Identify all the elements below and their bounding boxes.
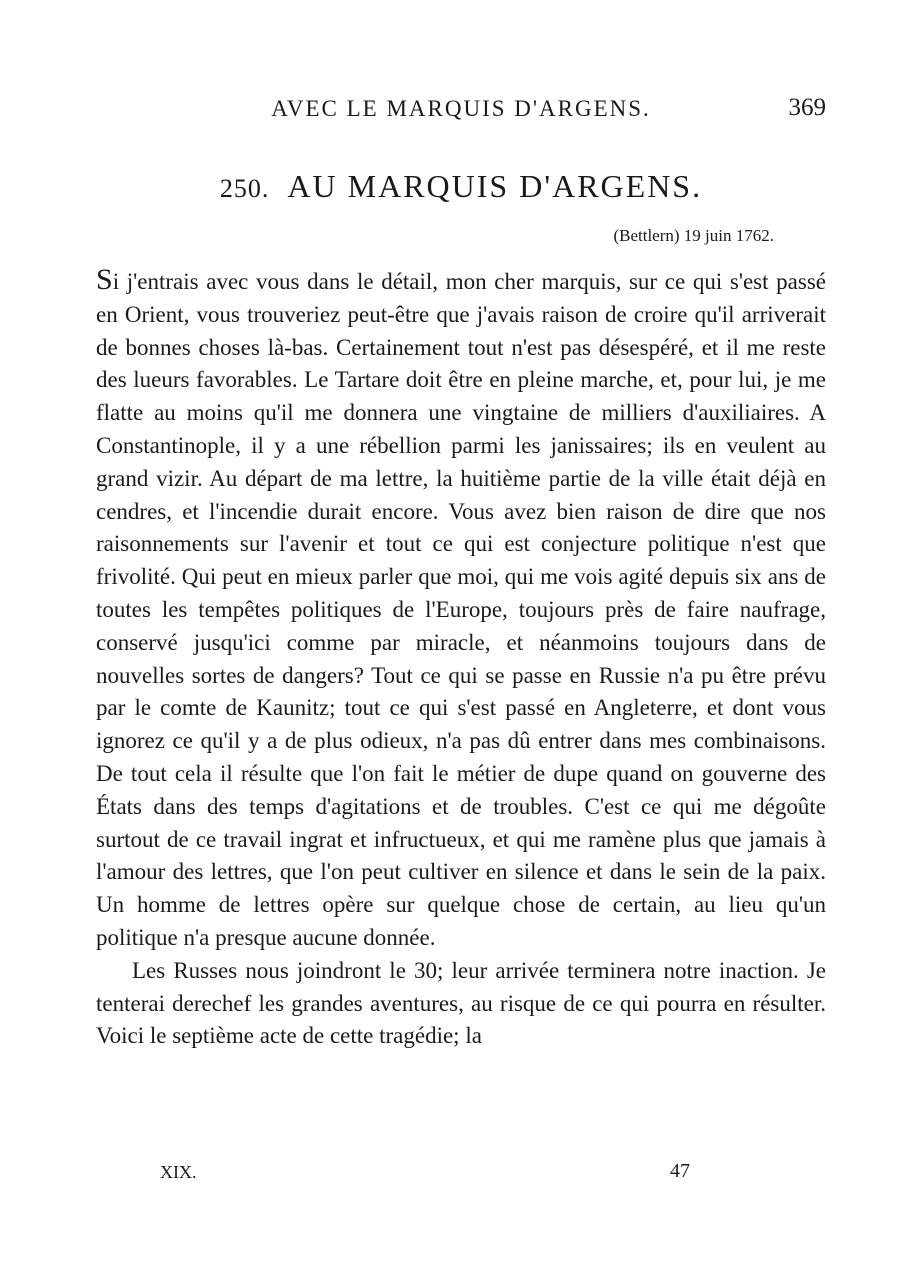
running-title: AVEC LE MARQUIS D'ARGENS. — [271, 96, 651, 121]
letter-body — [96, 264, 826, 1053]
sheet-number: 47 — [670, 1160, 690, 1182]
paragraph-1 — [96, 264, 826, 955]
volume-signature: XIX. — [160, 1162, 197, 1182]
letter-heading — [96, 168, 826, 205]
page-number: 369 — [788, 94, 826, 121]
paragraph-1-text: i j'entrais avec vous dans le détail, mon cher marquis, sur ce qui s'est passé en Orient, vous trouveriez peut-être que j'avais raison de croire qu'il arriverait de bonnes choses là-bas. Certainement tout n'est pas désespéré, et il me reste des lueurs favorables. Le Tartare doit être en pleine marche, et, pour lui, je me flatte au moins qu'il me donnera une vingtaine de milliers d'auxiliaires. A Constantinople, il y a une rébellion parmi les janissaires; ils en veulent au grand vizir. Au départ de ma lettre, la huitième partie de la ville était déjà en cendres, et l'incendie durait encore. Vous avez bien raison de dire que nos raisonnements sur l'avenir et tout ce qui est conjecture politique n'est que frivolité. Qui peut en mieux parler que moi, qui me vois agité depuis six ans de toutes les tempêtes politiques de l'Europe, toujours près de faire naufrage, conservé jusqu'ici comme par miracle, et néanmoins toujours dans de nouvelles sortes de dangers? Tout ce qui se passe en Russie n'a pu être prévu par le comte de Kaunitz; tout ce qui s'est passé en Angleterre, et dont vous ignorez ce qu'il y a de plus odieux, n'a pas dû entrer dans mes combinaisons. De tout cela il résulte que l'on fait le métier de dupe quand on gouverne des États dans des temps d'agitations et de troubles. C'est ce qui me dégoûte surtout de ce travail ingrat et infructueux, et qui me ramène plus que jamais à l'amour des lettres, que l'on peut cultiver en silence et dans le sein de la paix. Un homme de lettres opère sur quelque chose de certain, au lieu qu'un politique n'a presque aucune donnée. — [96, 269, 826, 950]
drop-cap: S — [96, 263, 113, 296]
letter-title: AU MARQUIS D'ARGENS. — [287, 168, 703, 204]
running-head — [96, 92, 826, 128]
page-footer — [96, 1158, 826, 1188]
paragraph-2: Les Russes nous joindront le 30; leur arrivée terminera notre inaction. Je tenterai derechef les grandes aventures, au risque de ce qui pourra en résulter. Voici le septième acte de cette tragédie; la — [96, 957, 826, 1049]
dateline: (Bettlern) 19 juin 1762. — [613, 226, 774, 245]
letter-number: 250. — [219, 174, 270, 203]
